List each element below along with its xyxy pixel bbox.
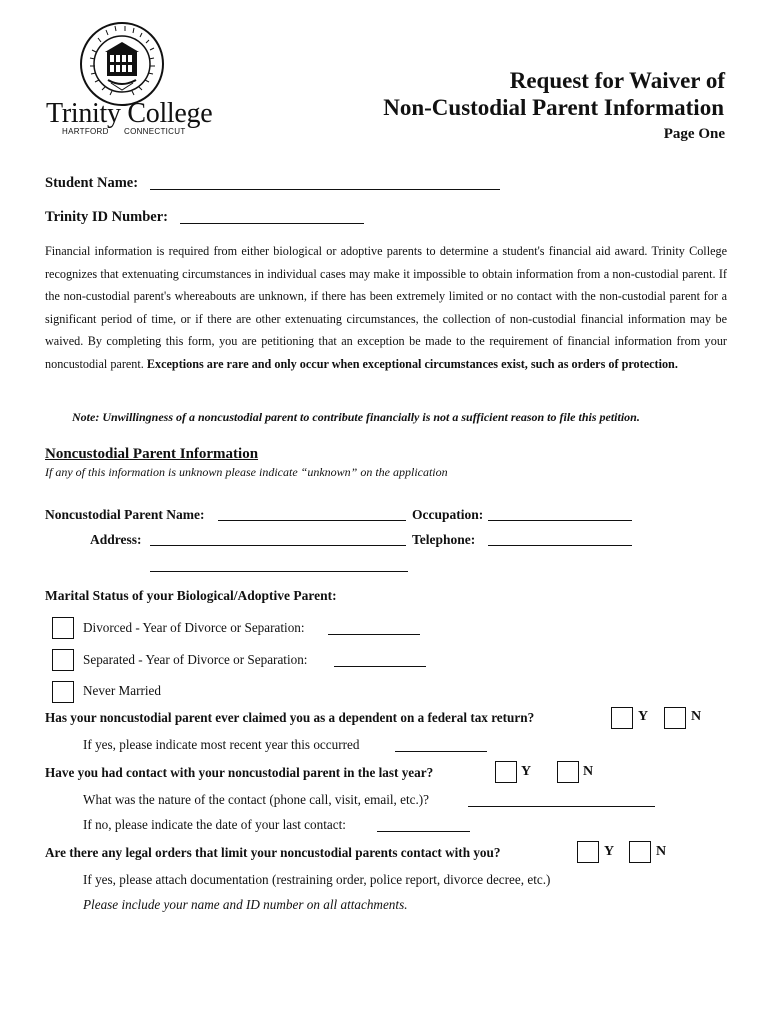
- logo-city: HARTFORD: [62, 127, 109, 136]
- q3-yes-checkbox[interactable]: [577, 841, 599, 863]
- q1-followup: If yes, please indicate most recent year this occurred: [83, 737, 360, 752]
- divorced-option-label: Divorced - Year of Divorce or Separation:: [83, 620, 305, 635]
- section-title: Noncustodial Parent Information: [45, 446, 259, 462]
- occupation-field[interactable]: [488, 520, 632, 521]
- q1-yes-checkbox[interactable]: [611, 707, 633, 729]
- college-seal-logo: [78, 20, 166, 108]
- section-subtitle: If any of this information is unknown please indicate “unknown” on the application: [45, 465, 448, 479]
- intro-paragraph: [45, 240, 727, 376]
- q2-date-field[interactable]: [377, 831, 470, 832]
- separated-year-field[interactable]: [334, 666, 426, 667]
- q1-tax-dependent: Has your noncustodial parent ever claimed you as a dependent on a federal tax return?: [45, 710, 535, 725]
- never-married-option-label: Never Married: [83, 683, 161, 698]
- student-name-label: Student Name:: [45, 175, 139, 191]
- separated-checkbox[interactable]: [52, 649, 74, 671]
- q2-followup-date: If no, please indicate the date of your last contact:: [83, 817, 346, 832]
- q3-yes-label: Y: [604, 844, 615, 859]
- address-field-line2[interactable]: [150, 571, 408, 572]
- q2-yes-label: Y: [521, 764, 532, 779]
- q2-no-checkbox[interactable]: [557, 761, 579, 783]
- form-title-line1: Request for Waiver of: [509, 68, 725, 93]
- page-label: Page One: [663, 126, 725, 142]
- logo-wordmark: Trinity College: [46, 98, 213, 129]
- intro-note: Note: Unwillingness of a noncustodial parent to contribute financially is not a sufficient reason to file this petition.: [72, 410, 640, 424]
- q2-nature-field[interactable]: [468, 806, 655, 807]
- q2-yes-checkbox[interactable]: [495, 761, 517, 783]
- q1-yes-label: Y: [638, 709, 649, 724]
- intro-emphasis: Exceptions are rare and only occur when exceptional circumstances exist, such as orders of protection.: [146, 356, 678, 371]
- trinity-id-field[interactable]: [180, 223, 364, 224]
- parent-name-label: Noncustodial Parent Name:: [45, 507, 205, 522]
- address-field-line1[interactable]: [150, 545, 406, 546]
- q3-followup-include: Please include your name and ID number on all attachments.: [83, 897, 408, 912]
- q3-no-checkbox[interactable]: [629, 841, 651, 863]
- trinity-id-label: Trinity ID Number:: [45, 209, 168, 225]
- q1-year-field[interactable]: [395, 751, 487, 752]
- intro-text: Financial information is required from either biological or adoptive parents to determine a student's financial aid award. Trinity College recognizes that extenuating circumstances in individual cases may make it impossible to obtain information from a non-custodial parent. If the non-custodial parent's whereabouts are unknown, if there has been extremely limited or no contact with the non-custodial parent for a significant period of time, or if there are other extenuating circumstances, the collection of non-custodial financial information may be waived. By completing this form, you are petitioning that an exception be made to the requirement of financial information from your noncustodial parent.: [45, 244, 727, 371]
- marital-status-label: Marital Status of your Biological/Adoptive Parent:: [45, 588, 337, 603]
- occupation-label: Occupation:: [412, 507, 484, 522]
- q2-contact: Have you had contact with your noncustodial parent in the last year?: [45, 765, 434, 780]
- divorced-year-field[interactable]: [328, 634, 420, 635]
- q1-no-label: N: [691, 709, 702, 724]
- telephone-label: Telephone:: [412, 532, 476, 547]
- q3-followup-attach: If yes, please attach documentation (restraining order, police report, divorce decree, etc.): [83, 872, 551, 887]
- q2-no-label: N: [583, 764, 594, 779]
- divorced-checkbox[interactable]: [52, 617, 74, 639]
- parent-name-field[interactable]: [218, 520, 406, 521]
- q2-followup-nature: What was the nature of the contact (phone call, visit, email, etc.)?: [83, 792, 430, 807]
- q3-legal-orders: Are there any legal orders that limit your noncustodial parents contact with you?: [45, 845, 501, 860]
- never-married-checkbox[interactable]: [52, 681, 74, 703]
- q3-no-label: N: [656, 844, 667, 859]
- separated-option-label: Separated - Year of Divorce or Separation:: [83, 652, 308, 667]
- student-name-field[interactable]: [150, 189, 500, 190]
- logo-state: CONNECTICUT: [124, 127, 186, 136]
- address-label: Address:: [90, 532, 142, 547]
- q1-no-checkbox[interactable]: [664, 707, 686, 729]
- telephone-field[interactable]: [488, 545, 632, 546]
- form-title-line2: Non-Custodial Parent Information: [383, 95, 724, 120]
